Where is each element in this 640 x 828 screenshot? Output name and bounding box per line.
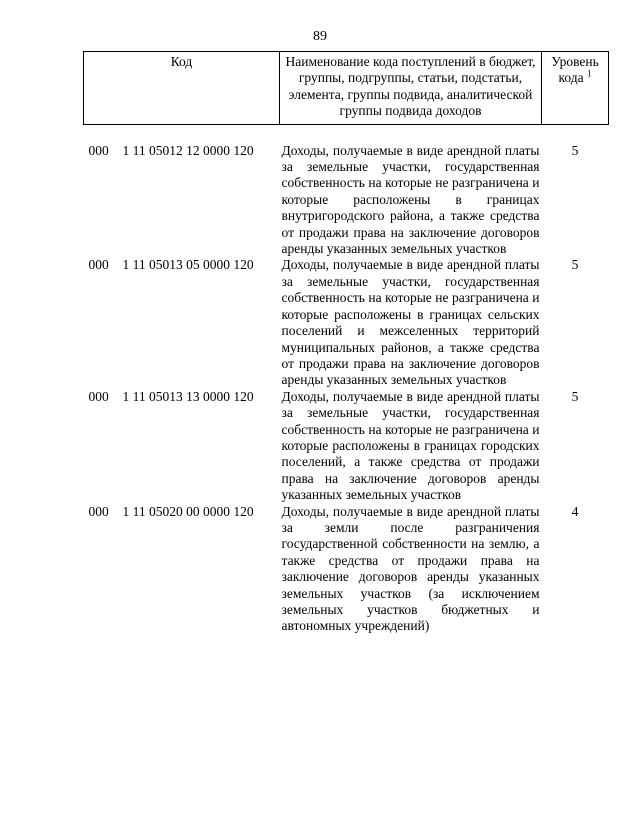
cell-income-name: Доходы, получаемые в виде арендной платы за земельные участки, государственная собственность на которые не разграничена и которые расположены в границах городских поселений, а также средства от продажи права на заключение договоров аренды указанных земельных участков: [281, 388, 540, 503]
table-row: [84, 389, 609, 504]
cell-code-level: 5: [571, 257, 579, 273]
cell-budget-code: 1 11 05020 00 0000 120: [122, 503, 254, 519]
cell-income-name: Доходы, получаемые в виде арендной платы за земельные участки, государственная собственность на которые не разграничена и которые расположены в границах сельских поселений и межселенных территорий муниципальных районов, а также средства от продажи права на заключение договоров аренды указанных земельных участков: [281, 257, 540, 388]
cell-admin-code: 000: [88, 503, 109, 519]
table-row: [84, 504, 609, 635]
cell-admin-code: 000: [88, 388, 109, 404]
header-level-label: Уровень кода: [551, 54, 599, 86]
cell-code-level: 5: [571, 388, 579, 404]
cell-budget-code: 1 11 05012 12 0000 120: [122, 142, 254, 158]
cell-admin-code: 000: [88, 257, 109, 273]
page-number: 89: [313, 29, 327, 44]
cell-income-name: Доходы, получаемые в виде арендной платы за земельные участки, государственная собственность на которые не разграничена и которые расположены в границах внутригородского района, а также средства от продажи права на заключение договоров аренды указанных земельных участков: [281, 142, 540, 257]
table-row: [84, 257, 609, 388]
header-cell-name: Наименование кода поступлений в бюджет, группы, подгруппы, статьи, подстатьи, элемента, группы подвида, аналитической группы подвида доходов: [280, 52, 542, 125]
header-level-footnote-marker: 1: [586, 68, 592, 79]
cell-admin-code: 000: [88, 142, 109, 158]
cell-budget-code: 1 11 05013 05 0000 120: [122, 257, 254, 273]
budget-codes-table: [83, 51, 609, 635]
cell-budget-code: 1 11 05013 13 0000 120: [122, 388, 254, 404]
table-row: [84, 124, 609, 257]
header-cell-code: Код: [84, 52, 280, 125]
table-body: [84, 124, 609, 635]
cell-code-level: 4: [571, 503, 579, 519]
cell-income-name: Доходы, получаемые в виде арендной платы за земли после разграничения государственной собственности на землю, а также средства от продажи права на заключение договоров аренды указанных земельных участков (за исключением земельных участков бюджетных и автономных учреждений): [281, 503, 540, 634]
table-header: [84, 52, 609, 125]
header-cell-level: [542, 52, 609, 125]
cell-code-level: 5: [571, 142, 579, 158]
